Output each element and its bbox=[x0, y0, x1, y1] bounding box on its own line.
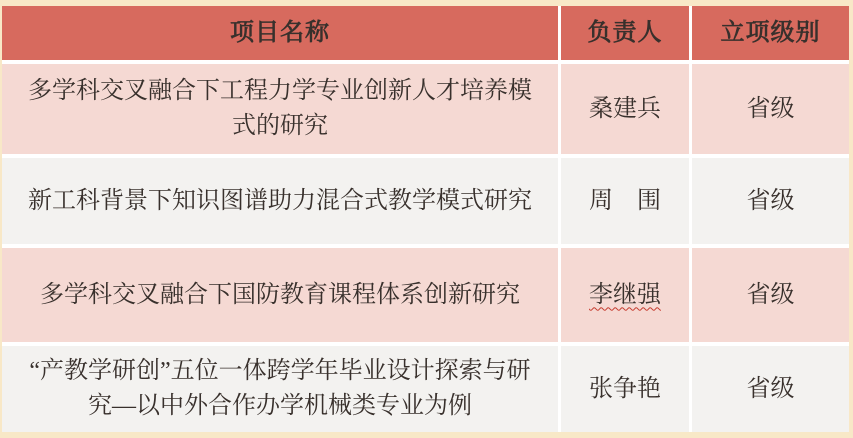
table-row-3-level-cell bbox=[692, 346, 849, 432]
leader-text-2: 李继强 bbox=[589, 281, 661, 308]
header-project-name-label: 项目名称 bbox=[230, 19, 330, 46]
leader-text-3: 张争艳 bbox=[589, 375, 661, 402]
project-table bbox=[2, 6, 849, 432]
level-text-0: 省级 bbox=[746, 95, 795, 122]
leader-text-1: 周 围 bbox=[589, 187, 661, 214]
table-row-2-level-cell bbox=[692, 248, 849, 342]
table-row-1-leader-cell bbox=[561, 158, 689, 244]
header-project-name bbox=[2, 6, 558, 60]
table-row-2-leader-cell bbox=[561, 248, 689, 342]
table-row-3-project-cell bbox=[2, 346, 558, 432]
header-leader bbox=[561, 6, 689, 60]
project-text-2: 多学科交叉融合下国防教育课程体系创新研究 bbox=[40, 281, 520, 308]
level-text-2: 省级 bbox=[746, 281, 795, 308]
table-row-3-leader-cell bbox=[561, 346, 689, 432]
table-row-1-project-cell bbox=[2, 158, 558, 244]
table-row-2-project-cell bbox=[2, 248, 558, 342]
level-text-1: 省级 bbox=[746, 187, 795, 214]
table-row-1-level-cell bbox=[692, 158, 849, 244]
project-text-1: 新工科背景下知识图谱助力混合式教学模式研究 bbox=[28, 187, 532, 214]
project-text-0: 多学科交叉融合下工程力学专业创新人才培养模式的研究 bbox=[28, 78, 532, 139]
header-level-label: 立项级别 bbox=[720, 19, 821, 46]
table-row-0-level-cell bbox=[692, 64, 849, 154]
header-level bbox=[692, 6, 849, 60]
table-row-0-project-cell bbox=[2, 64, 558, 154]
level-text-3: 省级 bbox=[746, 375, 795, 402]
table-row-0-leader-cell bbox=[561, 64, 689, 154]
leader-text-0: 桑建兵 bbox=[589, 95, 661, 122]
header-leader-label: 负责人 bbox=[587, 19, 663, 46]
project-text-3: “产教学研创”五位一体跨学年毕业设计探索与研究—以中外合作办学机械类专业为例 bbox=[29, 358, 531, 419]
